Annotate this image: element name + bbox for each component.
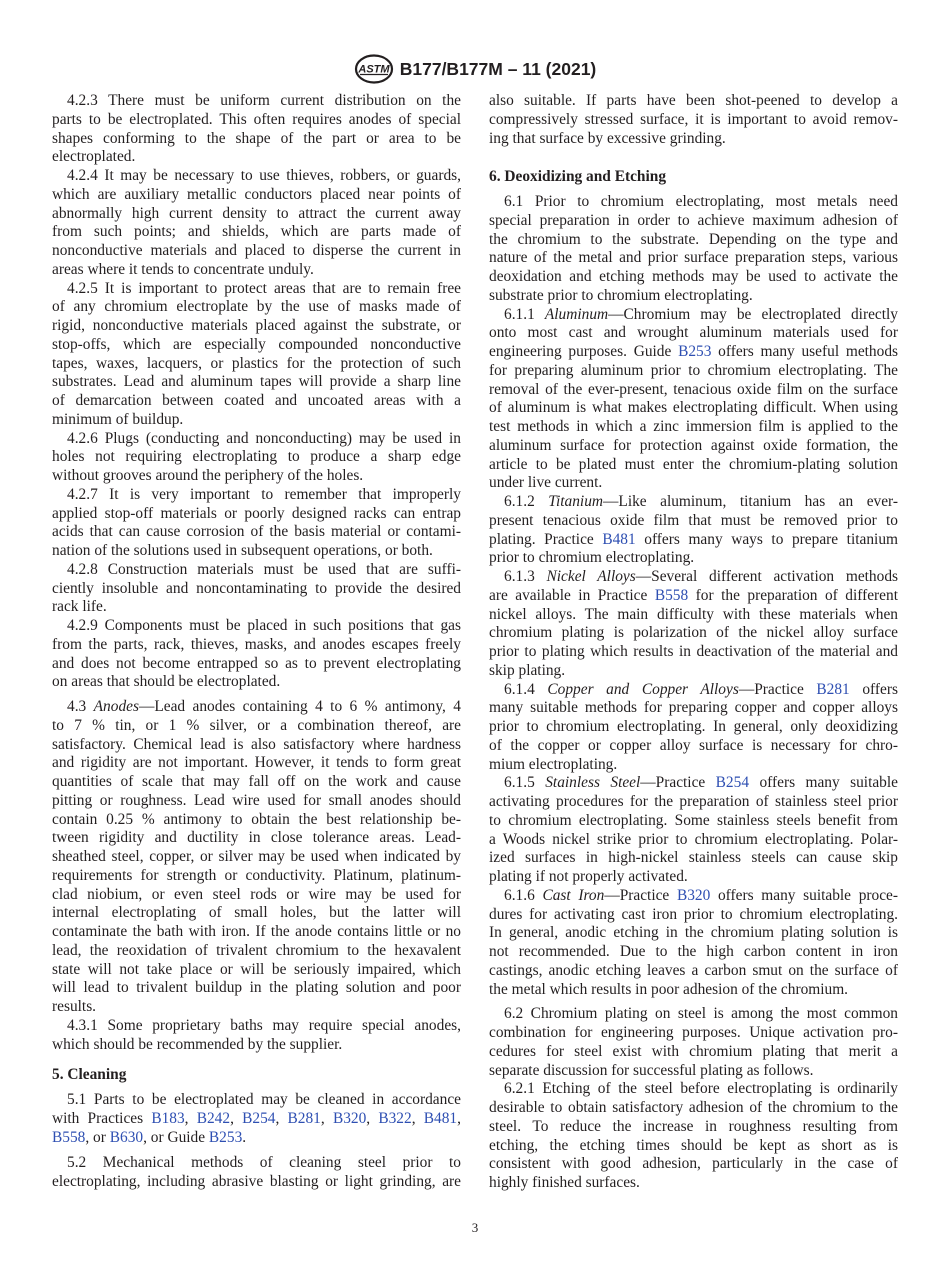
text-line: compressively stressed surface, it is important to avoid remov- — [489, 110, 898, 128]
text-line: 4.2.3 There must be uniform current distribution on the — [67, 92, 461, 109]
text-line: many suitable methods for preparing copper and copper alloys — [489, 699, 898, 717]
text-line: abnormally high current density to attract the current away — [52, 204, 461, 222]
paragraph — [489, 681, 898, 775]
text-line: will lead to trivalent buildup in the plating solution and poor — [52, 979, 461, 997]
paragraph — [489, 887, 898, 1000]
text-line: tapes, waxes, lacquers, or plastics for the protection of such — [52, 354, 461, 372]
text-line: lead, the reoxidation of trivalent chromium to the hexavalent — [52, 941, 461, 959]
text-line: nature of the metal and prior surface preparation steps, various — [489, 249, 898, 267]
text-run: —Several different activation methods — [635, 568, 898, 585]
astm-logo-icon — [354, 54, 394, 84]
text-line: a Woods nickel strike prior to chromium electroplating. Polar- — [489, 830, 898, 848]
reference-link[interactable]: B281 — [816, 680, 850, 698]
text-run: offers many useful methods — [711, 343, 898, 360]
page-header — [0, 53, 950, 85]
text-line: test methods in which a zinc immersion film is applied to the — [489, 418, 898, 435]
reference-link[interactable]: B253 — [678, 343, 712, 360]
text-line: steel. To reduce the increase in roughness resulting from — [489, 1117, 898, 1135]
text-run: offers — [849, 680, 898, 698]
text-line: aluminum surface for protection against oxide formation, the — [489, 436, 898, 454]
text-line: skip plating. — [489, 661, 566, 679]
text-line: consistent with good adhesion, particularly in the case of — [489, 1155, 898, 1173]
text-line: activating procedures for the preparation of stainless steel prior — [489, 793, 898, 810]
text-line: and rigidity are not important. However, it tends to form great — [52, 754, 461, 772]
text-line: internal electroplating of small holes, but the latter will — [52, 904, 461, 922]
text-run: offers many suitable — [749, 774, 898, 792]
text-line: from such points; and shields, which are parts made of — [52, 223, 461, 241]
paragraph — [52, 561, 461, 617]
section-heading: 5. Cleaning — [52, 1066, 127, 1084]
text-line: satisfactory. Chemical lead is also satisfactory where hardness — [52, 735, 461, 753]
text-line: of the copper or copper alloy surface is necessary for chro- — [489, 736, 898, 754]
text-run: —Practice — [640, 774, 716, 792]
text-run: 6.1.5 — [504, 774, 546, 792]
text-line: stop-offs, which are especially compounded nonconductive — [52, 335, 461, 353]
text-line: dures for activating cast iron prior to chromium electroplating. — [489, 905, 898, 923]
text-line: substrate prior to chromium electroplating. — [489, 286, 753, 304]
text-run: plating. Practice — [489, 530, 603, 548]
text-line: castings, anodic etching leaves a carbon smut on the surface of — [489, 961, 898, 979]
text-run: , — [275, 1109, 288, 1127]
paragraph — [52, 1091, 461, 1147]
text-line: quantities of scale that may fall off on the work and cause — [52, 773, 461, 790]
text-run: engineering purposes. Guide — [489, 343, 679, 360]
paragraph — [489, 193, 898, 306]
reference-link[interactable]: B558 — [654, 586, 689, 604]
text-run: , — [230, 1109, 243, 1127]
paragraph — [489, 1080, 898, 1193]
italic-term: Copper and Copper Alloys — [547, 680, 739, 698]
text-run: offers many ways to prepare titanium — [635, 530, 898, 548]
italic-term: Stainless Steel — [545, 774, 641, 792]
text-line — [52, 1110, 461, 1129]
text-line: ciently insoluble and noncontaminating to provide the desired — [52, 579, 461, 597]
paragraph — [52, 92, 461, 167]
text-run: 6.1.4 — [504, 680, 548, 698]
standard-designation: B177/B177M – 11 (2021) — [399, 58, 597, 79]
text-line: deoxidation and etching methods may be used to activate the — [489, 268, 898, 285]
paragraph — [489, 774, 898, 887]
text-line: substrates. Lead and aluminum tapes will provide a sharp line — [52, 373, 461, 391]
text-line: ized surfaces in high-nickel stainless steels can cause skip — [489, 849, 898, 867]
text-line: 4.2.7 It is very important to remember that improperly — [67, 485, 461, 503]
text-line: 6.1 Prior to chromium electroplating, most metals need — [504, 193, 898, 210]
paragraph — [489, 493, 898, 568]
text-line: state will not take place or will be seriously impaired, which — [52, 960, 461, 978]
text-run: , — [411, 1109, 424, 1127]
text-line: rack life. — [52, 598, 107, 616]
text-line: article to be plated must enter the chromium-plating solution — [489, 455, 898, 473]
reference-link[interactable]: B183 — [151, 1109, 185, 1127]
italic-term: Titanium — [548, 493, 604, 510]
text-line — [489, 531, 898, 550]
text-run: —Lead anodes containing 4 to 6 % antimony, 4 — [138, 698, 461, 715]
text-line — [489, 343, 898, 362]
text-line: also suitable. If parts have been shot-peened to develop a — [489, 92, 898, 109]
text-line: 4.2.4 It may be necessary to use thieves, robbers, or guards, — [67, 167, 461, 184]
text-line: for preparing aluminum prior to chromium electroplating. The — [489, 361, 898, 379]
text-run: 6.1.2 — [504, 493, 549, 510]
text-line: etching, the etching times should be kept as short as is — [489, 1136, 898, 1154]
italic-term: Aluminum — [544, 305, 609, 323]
text-line: to chromium electroplating. Some stainless steels benefit from — [489, 811, 898, 829]
text-line: under live current. — [489, 474, 603, 492]
paragraph — [489, 92, 898, 148]
text-run: 6.1.3 — [504, 568, 547, 585]
paragraph — [52, 617, 461, 692]
italic-term: Anodes — [93, 698, 139, 715]
italic-term: Nickel Alloys — [546, 568, 636, 585]
text-line: prior to chromium electroplating. In general, only deoxidizing — [489, 718, 898, 735]
reference-link[interactable]: B481 — [602, 530, 636, 548]
text-line: 5.1 Parts to be electroplated may be cleaned in accordance — [67, 1091, 461, 1108]
text-line: mium electroplating. — [489, 755, 618, 773]
text-line: contain 0.25 % antimony to obtain the best relationship be- — [52, 810, 461, 828]
page-number: 3 — [471, 1220, 479, 1235]
text-line: tween rigidity and ductility in close tolerance areas. Lead- — [52, 829, 461, 847]
text-line: without grooves around the periphery of the holes. — [52, 467, 364, 484]
text-run: . — [242, 1128, 247, 1146]
text-line: rigid, nonconductive materials placed against the substrate, or — [52, 317, 461, 334]
text-line: 4.2.5 It is important to protect areas that are to remain free — [67, 279, 461, 297]
text-line: 4.2.6 Plugs (conducting and nonconducting) may be used in — [67, 429, 461, 447]
text-line: 4.2.8 Construction materials must be used that are suffi- — [67, 560, 461, 578]
text-run: —Practice — [738, 680, 817, 698]
paragraph — [52, 486, 461, 561]
text-line: the chromium to the substrate. Depending on the type and — [489, 230, 898, 248]
text-line — [489, 681, 898, 700]
text-line: and does not become entrapped so as to prevent electroplating — [52, 654, 461, 672]
text-line: special preparation in order to achieve maximum adhesion of — [489, 211, 898, 229]
left-column — [52, 92, 461, 1192]
right-column — [489, 92, 898, 1193]
text-run: , — [320, 1109, 333, 1127]
text-line: prior to chromium electroplating. — [489, 549, 695, 567]
reference-link[interactable]: B254 — [242, 1109, 276, 1127]
text-line: results. — [52, 998, 97, 1015]
reference-link[interactable]: B322 — [378, 1109, 412, 1127]
paragraph — [52, 280, 461, 430]
paragraph — [489, 568, 898, 681]
text-line: nation of the solutions used in subsequent operations, or both. — [52, 542, 433, 559]
text-line: electroplating, including abrasive blasting or light grinding, are — [52, 1173, 461, 1190]
text-line: nonconductive materials and placed to disperse the current in — [52, 242, 461, 259]
text-line: 4.2.9 Components must be placed in such positions that gas — [67, 617, 461, 634]
text-line: contaminate the bath with iron. If the anode contains little or no — [52, 923, 461, 940]
reference-link[interactable]: B253 — [208, 1128, 243, 1146]
text-line: not recommended. Due to the high carbon content in iron — [489, 943, 898, 960]
text-line: areas where it tends to concentrate unduly. — [52, 260, 314, 278]
text-line: cedures for steel exist with chromium plating that merit a — [489, 1042, 898, 1060]
text-line: combination for engineering purposes. Unique activation pro- — [489, 1024, 898, 1041]
text-line: 6.2.1 Etching of the steel before electroplating is ordinarily — [504, 1080, 898, 1098]
text-line — [489, 493, 898, 512]
text-line: onto most cast and wrought aluminum materials used for — [489, 324, 898, 342]
text-line: of aluminum is what makes electroplating difficult. When using — [489, 399, 898, 417]
reference-link[interactable]: B320 — [676, 886, 711, 904]
text-line: the metal which results in poor adhesion of the chromium. — [489, 980, 849, 998]
text-run: , or Guide — [143, 1128, 209, 1146]
text-line: of any chromium electroplate by the use of masks made of — [52, 298, 461, 316]
text-line: plating if not properly activated. — [489, 868, 688, 885]
text-run: —Practice — [604, 886, 677, 904]
reference-link[interactable]: B558 — [52, 1128, 86, 1146]
text-line: electroplated. — [52, 148, 136, 166]
text-run: 6.1.6 — [504, 886, 543, 904]
text-line: which should be recommended by the supplier. — [52, 1035, 343, 1053]
text-run: , — [366, 1109, 379, 1127]
text-line: 4.3.1 Some proprietary baths may require special anodes, — [67, 1016, 461, 1034]
text-run: , — [184, 1109, 197, 1127]
text-run: , — [457, 1109, 461, 1127]
text-line: ing that surface by excessive grinding. — [489, 129, 726, 147]
paragraph — [52, 167, 461, 280]
text-line: applied stop-off materials or poorly designed racks can entrap — [52, 504, 461, 522]
text-line: nickel alloys. The main difficulty with these materials when — [489, 605, 898, 623]
text-line — [489, 774, 898, 793]
text-run: 6.1.1 — [504, 305, 545, 323]
text-run: are available in Practice — [489, 586, 655, 604]
text-run: 4.3 — [67, 698, 94, 715]
paragraph — [52, 698, 461, 1017]
section-heading: 6. Deoxidizing and Etching — [489, 168, 667, 186]
text-line: requirements for strength or conductivity. Platinum, platinum- — [52, 866, 461, 884]
text-line — [489, 887, 898, 906]
italic-term: Cast Iron — [542, 886, 605, 904]
text-line: from the parts, rack, thieves, masks, and anodes escapes freely — [52, 635, 461, 653]
text-line — [52, 698, 461, 717]
paragraph — [489, 1005, 898, 1080]
text-run: offers many suitable proce- — [710, 886, 898, 904]
text-line: minimum of buildup. — [52, 410, 184, 428]
text-run: —Like aluminum, titanium has an ever- — [603, 493, 898, 510]
reference-link[interactable]: B281 — [287, 1109, 321, 1127]
reference-link[interactable]: B320 — [332, 1109, 367, 1127]
text-line: removal of the ever-present, tenacious oxide film on the surface — [489, 380, 898, 398]
text-line: present tenacious oxide film that must be removed prior to — [489, 511, 898, 529]
reference-link[interactable]: B481 — [423, 1109, 458, 1127]
text-line — [489, 587, 898, 606]
reference-link[interactable]: B630 — [109, 1128, 144, 1146]
text-run: —Chromium may be electroplated directly — [608, 305, 898, 323]
paragraph — [52, 1154, 461, 1192]
paragraph — [52, 430, 461, 486]
text-line: pitting or roughness. Lead wire used for small anodes should — [52, 791, 461, 809]
paragraph — [52, 1017, 461, 1055]
text-line: holes not requiring electroplating to produce a sharp edge — [52, 448, 461, 466]
text-line: chromium plating is polarization of the nickel alloy surface — [489, 624, 898, 642]
text-line — [489, 568, 898, 587]
text-line: sheathed steel, copper, or silver may be used when indicated by — [52, 848, 461, 865]
text-line: to 7 % tin, or 1 % silver, or a combination thereof, are — [52, 716, 461, 734]
paragraph — [489, 306, 898, 494]
text-line: clad niobium, or even steel rods or wire may be used for — [52, 885, 461, 903]
text-line: highly finished surfaces. — [489, 1174, 640, 1191]
text-line — [489, 306, 898, 325]
text-line: desirable to obtain satisfactory adhesion of the chromium to the — [489, 1099, 898, 1116]
text-line: on areas that should be electroplated. — [52, 673, 281, 691]
reference-link[interactable]: B254 — [715, 774, 750, 792]
reference-link[interactable]: B242 — [196, 1109, 231, 1127]
text-run: , or — [85, 1128, 110, 1146]
text-line: 5.2 Mechanical methods of cleaning steel prior to — [67, 1154, 461, 1172]
text-line: parts to be electroplated. This often requires anodes of special — [52, 110, 461, 128]
text-line: 6.2 Chromium plating on steel is among the most common — [504, 1005, 898, 1023]
text-run: with Practices — [52, 1109, 152, 1127]
text-line: acids that can cause corrosion of the basis material or contami- — [52, 523, 461, 541]
text-run: for the preparation of different — [688, 586, 898, 604]
text-line: shapes conforming to the shape of the part or area to be — [52, 129, 461, 147]
text-line: In general, anodic etching in the chromium plating solution is — [489, 924, 898, 942]
text-line: of demarcation between coated and uncoated areas with a — [52, 392, 461, 409]
text-line: which are auxiliary metallic conductors placed near points of — [52, 185, 461, 203]
logo-lettering: ASTM — [358, 63, 390, 76]
text-line — [52, 1129, 461, 1148]
text-line: separate discussion for successful plating as follows. — [489, 1061, 814, 1079]
text-line: prior to plating which results in deactivation of the material and — [489, 643, 898, 660]
